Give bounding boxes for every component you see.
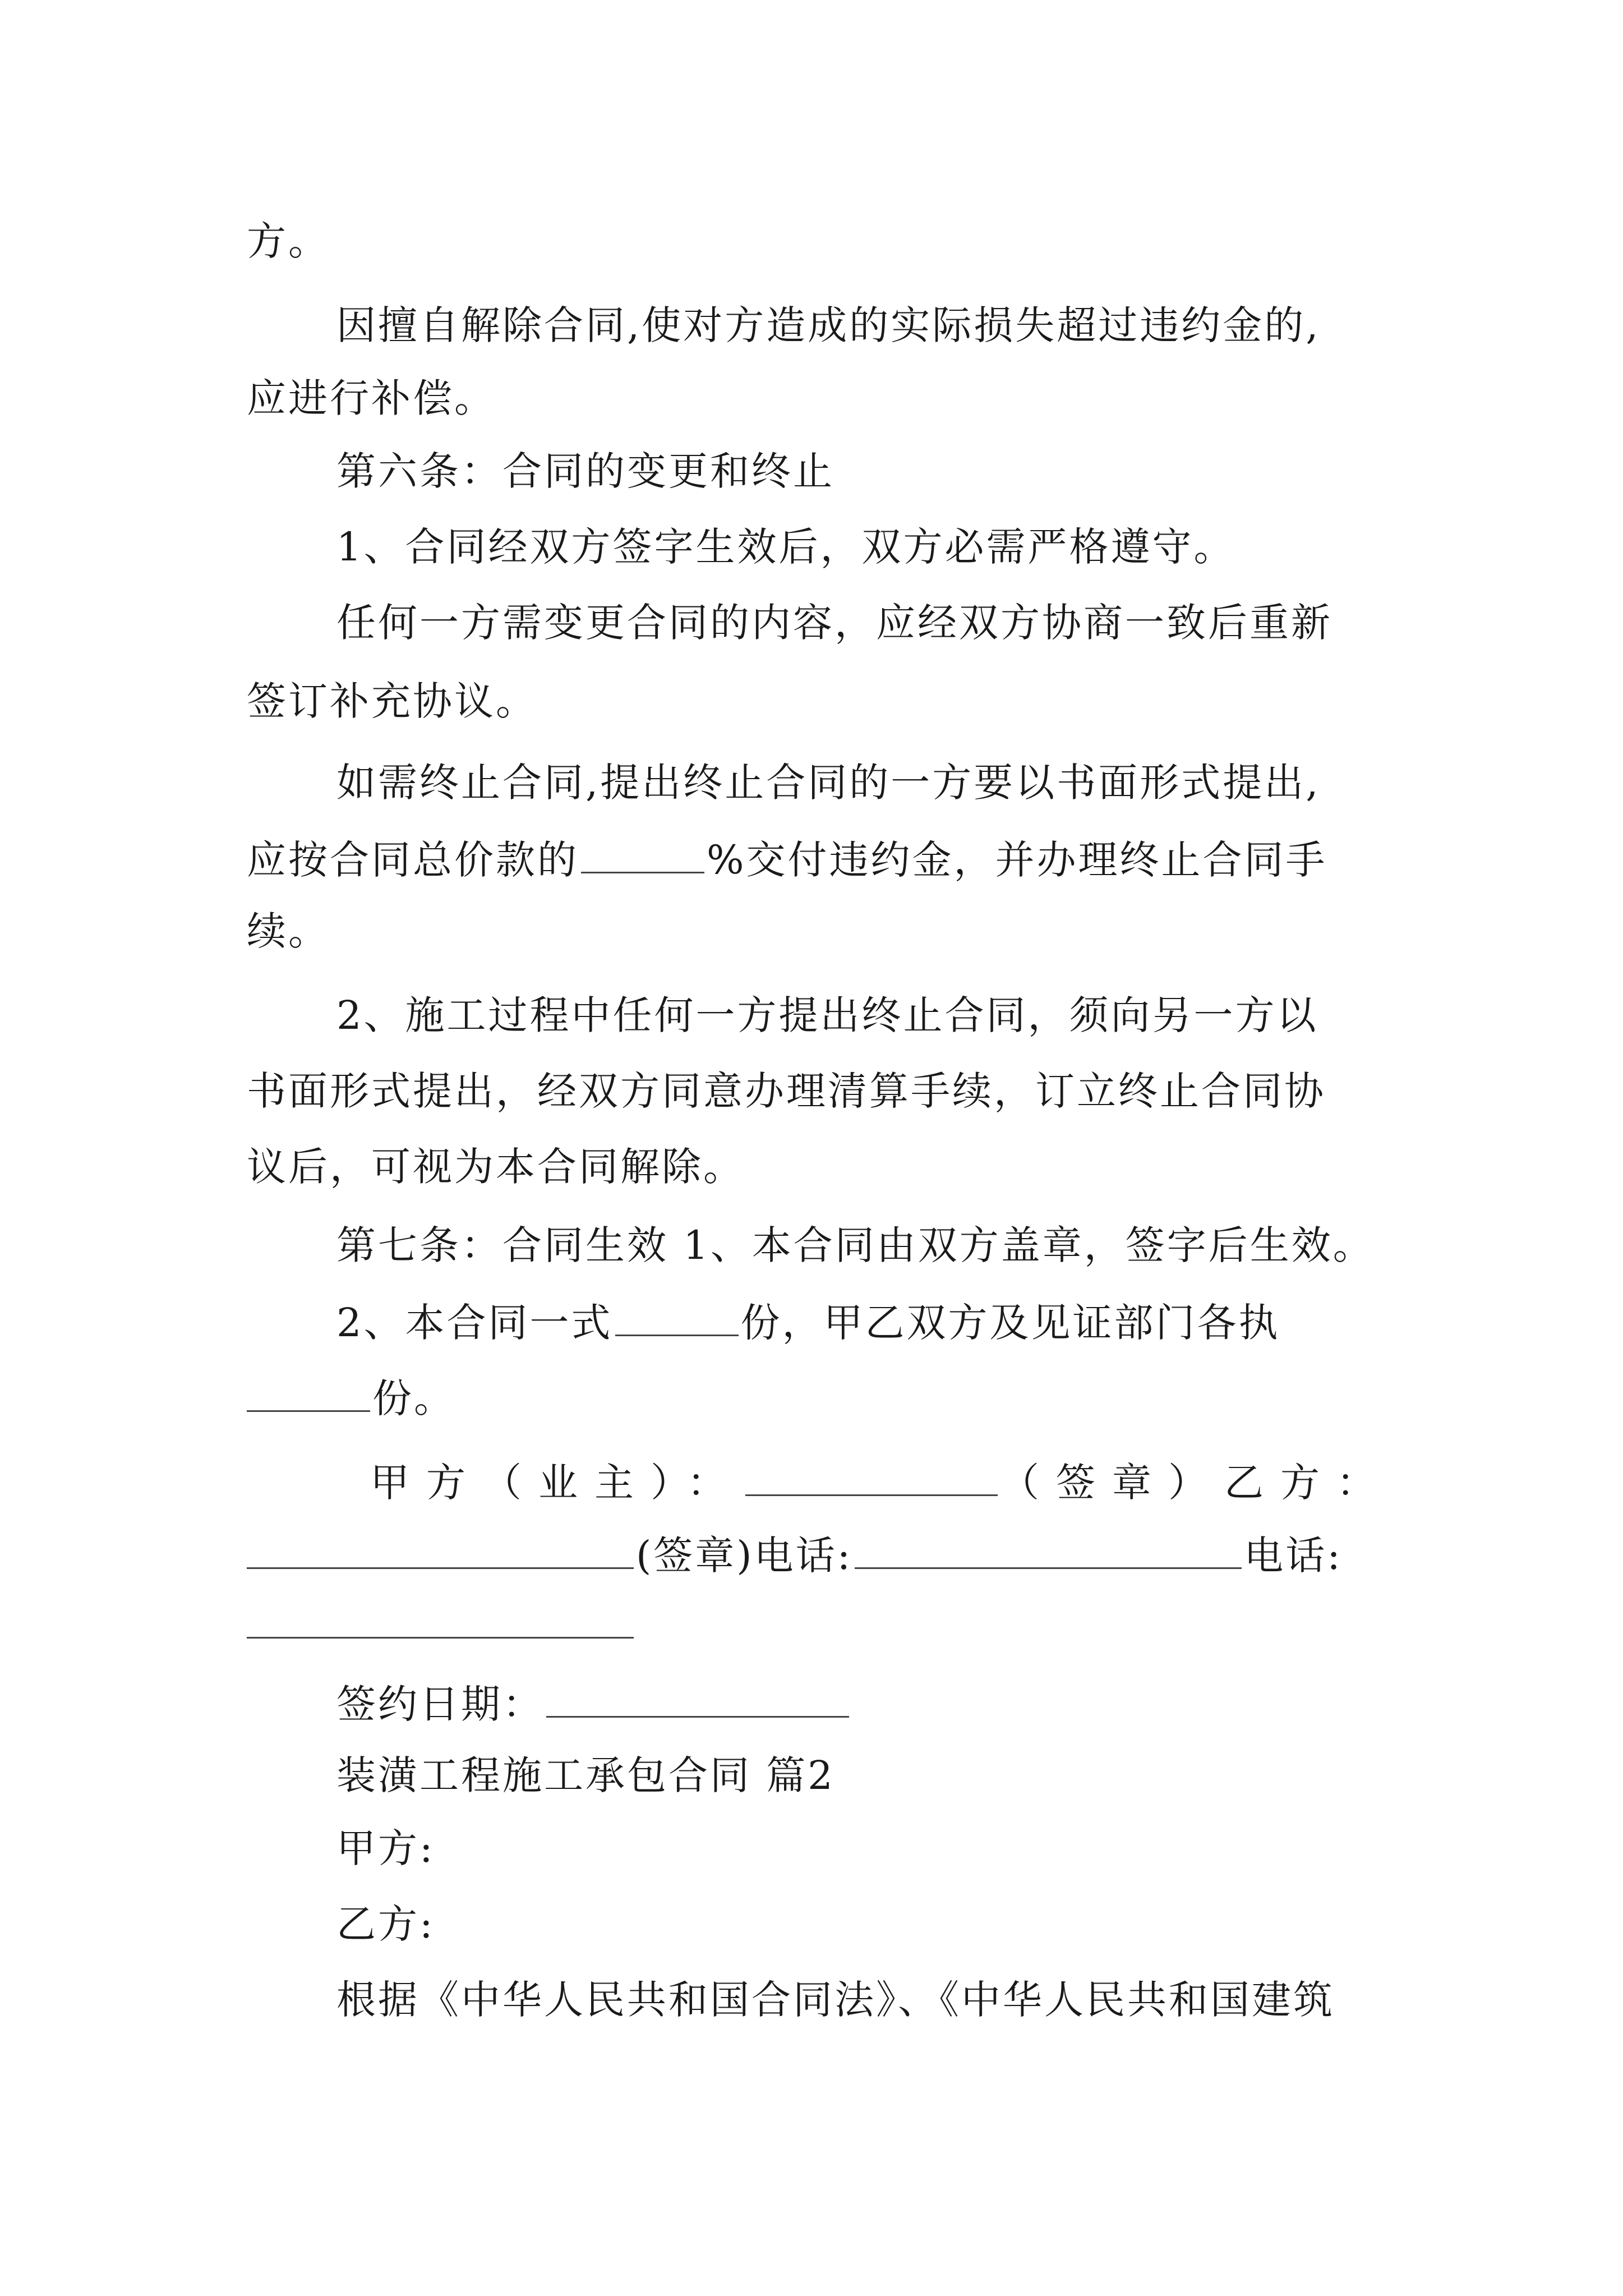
copies-each-blank[interactable] <box>247 1369 370 1412</box>
penalty-percent-blank[interactable] <box>581 830 704 873</box>
phone-b-blank[interactable] <box>247 1637 634 1639</box>
text-line: 任何一方需变更合同的内容，应经双方协商一致后重新 <box>336 600 1332 646</box>
phone-a-blank[interactable] <box>855 1526 1242 1569</box>
text-line: 续。 <box>247 908 330 954</box>
sign-line-1 <box>370 1453 1393 1509</box>
text-line: 根据《中华人民共和国合同法》、《中华人民共和国建筑 <box>336 1977 1335 2023</box>
phone-label: 电话: <box>1244 1533 1343 1579</box>
copies-before: 2、本合同一式 <box>336 1300 613 1346</box>
copies-after: 份，甲乙双方及见证部门各执 <box>740 1300 1280 1346</box>
party-b-line: 乙方: <box>336 1901 435 1947</box>
party-a-line: 甲方: <box>336 1825 435 1871</box>
section-heading: 第六条：合同的变更和终止 <box>336 448 834 494</box>
seal-party-b-label: （签章）乙方： <box>1000 1460 1393 1506</box>
text-line: 如需终止合同,提出终止合同的一方要以书面形式提出, <box>336 760 1321 806</box>
text-line: 1、合同经双方签字生效后，双方必需严格遵守。 <box>336 524 1235 570</box>
copies-total-blank[interactable] <box>615 1293 739 1336</box>
text-line: 应进行补偿。 <box>247 375 496 421</box>
section-heading: 第七条：合同生效 1、本合同由双方盖章，签字后生效。 <box>336 1222 1375 1268</box>
party-b-blank[interactable] <box>247 1526 634 1569</box>
seal-phone-label: (签章)电话: <box>636 1533 853 1579</box>
text-line: 签订补充协议。 <box>247 678 537 724</box>
text-line: 书面形式提出，经双方同意办理清算手续，订立终止合同协 <box>247 1068 1326 1114</box>
penalty-line <box>247 830 1327 886</box>
penalty-after: %交付违约金，并办理终止合同手 <box>707 837 1327 883</box>
date-blank[interactable] <box>546 1674 849 1718</box>
text-line: 议后，可视为本合同解除。 <box>247 1144 745 1190</box>
party-a-label: 甲方（业主）： <box>370 1460 743 1506</box>
copies-after-2: 份。 <box>372 1375 455 1421</box>
text-line: 因擅自解除合同,使对方造成的实际损失超过违约金的, <box>336 302 1321 348</box>
text-line: 2、施工过程中任何一方提出终止合同，须向另一方以 <box>336 992 1318 1038</box>
date-label: 签约日期： <box>336 1681 544 1727</box>
party-a-blank[interactable] <box>745 1453 998 1496</box>
contract-title: 装潢工程施工承包合同 篇2 <box>336 1752 835 1798</box>
sign-line-2 <box>247 1526 1343 1582</box>
copies-line <box>336 1293 1280 1349</box>
date-line <box>336 1674 851 1731</box>
penalty-before: 应按合同总价款的 <box>247 837 579 883</box>
text-line: 方。 <box>247 218 330 264</box>
copies-line-2 <box>247 1369 455 1425</box>
